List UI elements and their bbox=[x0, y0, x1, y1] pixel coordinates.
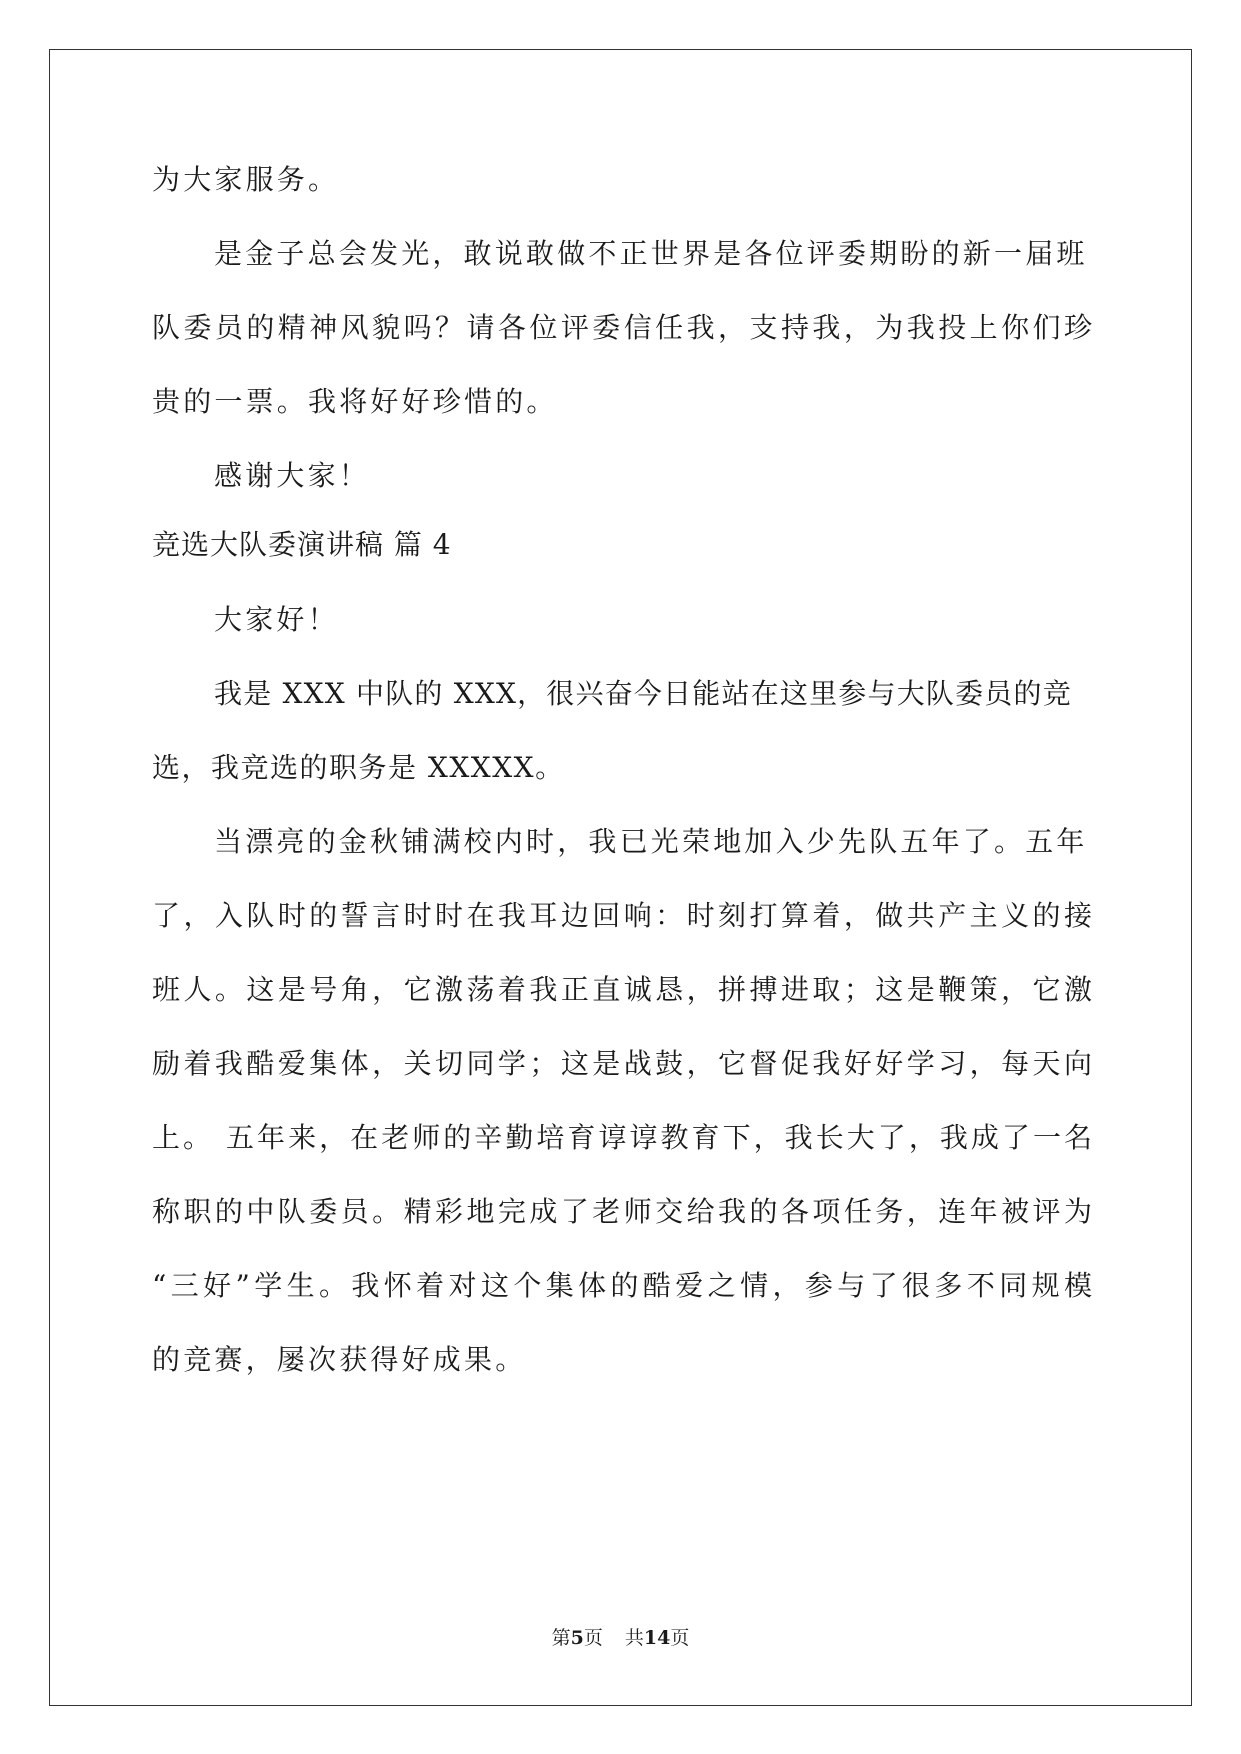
text-line: 称职的中队委员。精彩地完成了老师交给我的各项任务，连年被评为 bbox=[152, 1195, 1092, 1228]
text-line: 励着我酷爱集体，关切同学；这是战鼓，它督促我好好学习，每天向 bbox=[152, 1047, 1092, 1080]
total-prefix: 共 bbox=[624, 1627, 644, 1649]
paragraph-first-line: 我是 XXX 中队的 XXX，很兴奋今日能站在这里参与大队委员的竞 bbox=[214, 677, 1072, 710]
text-line: 为大家服务。 bbox=[152, 163, 340, 196]
section-heading: 竞选大队委演讲稿 篇 4 bbox=[152, 528, 452, 561]
page-number: 5 bbox=[570, 1627, 584, 1649]
page-footer bbox=[0, 1626, 1241, 1650]
text-line: 了，入队时的誓言时时在我耳边回响：时刻打算着，做共产主义的接 bbox=[152, 899, 1092, 932]
paragraph-first-line: 大家好！ bbox=[214, 603, 339, 636]
paragraph-first-line: 当漂亮的金秋铺满校内时，我已光荣地加入少先队五年了。五年 bbox=[214, 825, 1088, 858]
text-line: 队委员的精神风貌吗？请各位评委信任我，支持我，为我投上你们珍 bbox=[152, 311, 1092, 344]
text-line: 贵的一票。我将好好珍惜的。 bbox=[152, 385, 558, 418]
page-prefix: 第 bbox=[551, 1627, 571, 1649]
text-line: 的竞赛，屡次获得好成果。 bbox=[152, 1343, 527, 1376]
text-line: 上。 五年来，在老师的辛勤培育谆谆教育下，我长大了，我成了一名 bbox=[152, 1121, 1092, 1154]
text-line: “三好”学生。我怀着对这个集体的酷爱之情，参与了很多不同规模 bbox=[152, 1269, 1092, 1302]
paragraph-first-line: 是金子总会发光，敢说敢做不正世界是各位评委期盼的新一届班 bbox=[214, 237, 1088, 270]
page-suffix: 页 bbox=[583, 1627, 603, 1649]
page-border bbox=[49, 49, 1192, 1706]
text-line: 班人。这是号角，它激荡着我正直诚恳，拼搏进取；这是鞭策，它激 bbox=[152, 973, 1092, 1006]
text-line: 选，我竞选的职务是 XXXXX。 bbox=[152, 751, 565, 784]
paragraph-first-line: 感谢大家！ bbox=[214, 459, 371, 492]
total-suffix: 页 bbox=[670, 1627, 690, 1649]
total-pages: 14 bbox=[643, 1627, 671, 1649]
